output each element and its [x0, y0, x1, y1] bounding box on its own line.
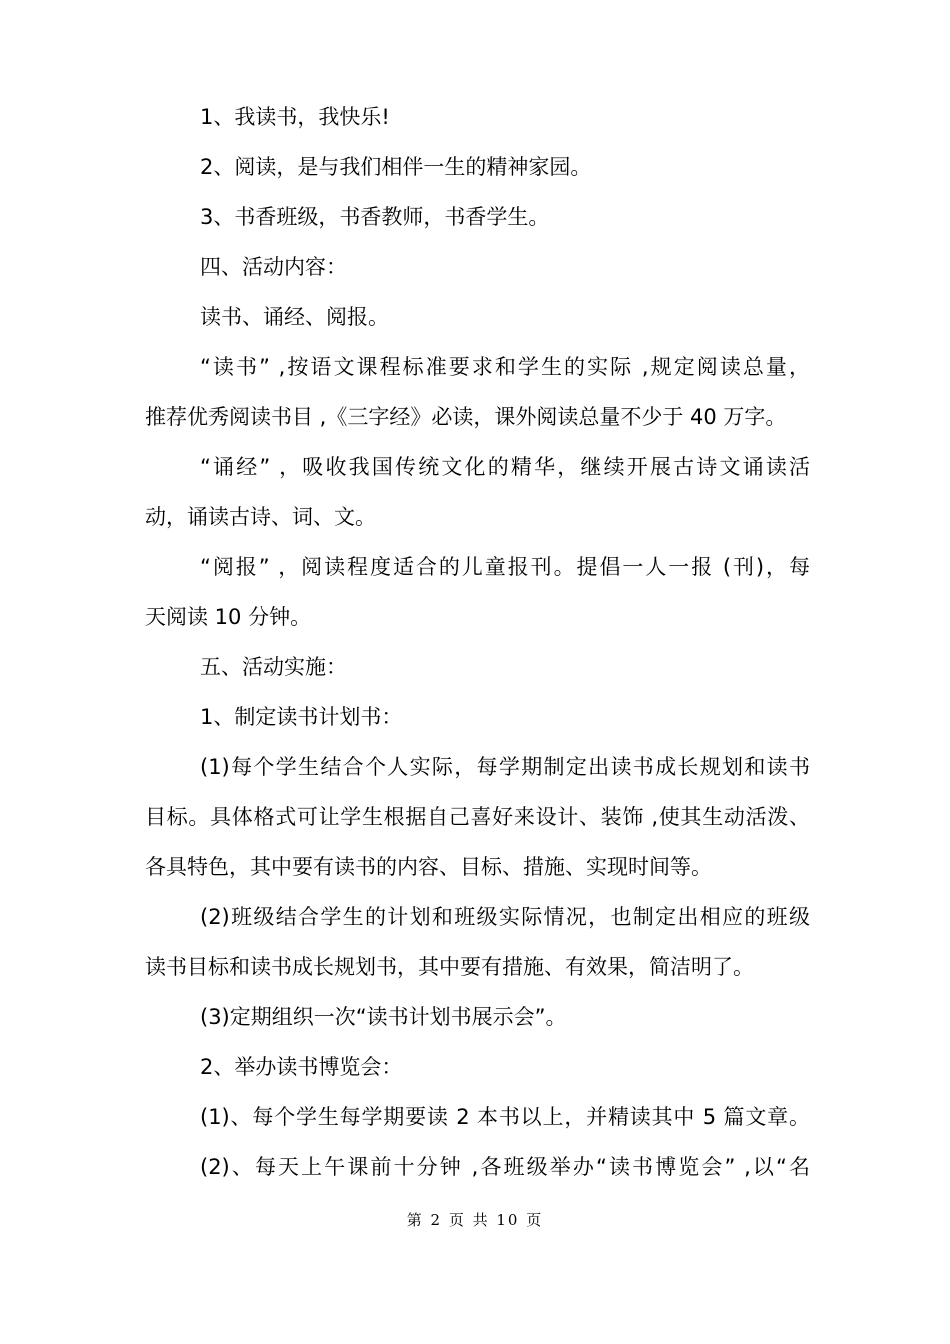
plan-item-2-line: 读书目标和读书成长规划书，其中要有措施、有效果，简洁明了。 — [145, 955, 754, 979]
page-number-footer: 第 2 页 共 10 页 — [406, 1211, 544, 1229]
newspaper-paragraph-line: “阅报” ，阅读程度适合的儿童报刊。提倡一人一报 (刊)，每 — [200, 555, 810, 579]
plan-item-1-line: 各具特色，其中要有读书的内容、目标、措施、实现时间等。 — [145, 855, 712, 879]
plan-item-2-line: (2)班级结合学生的计划和班级实际情况，也制定出相应的班级 — [200, 905, 810, 929]
subheading-reading-plan: 1、制定读书计划书： — [200, 705, 403, 729]
slogan-1: 1、我读书，我快乐! — [200, 105, 390, 129]
slogan-2: 2、阅读，是与我们相伴一生的精神家园。 — [200, 155, 592, 179]
section-heading-implementation: 五、活动实施： — [200, 655, 347, 679]
newspaper-paragraph-line: 天阅读 10 分钟。 — [145, 605, 312, 629]
reading-paragraph-line: “读书” ,按语文课程标准要求和学生的实际 ,规定阅读总量， — [200, 355, 810, 379]
recitation-paragraph-line: “诵经” ，吸收我国传统文化的精华，继续开展古诗文诵读活 — [200, 455, 810, 479]
subheading-book-fair: 2、举办读书博览会： — [200, 1055, 403, 1079]
plan-item-1-line: 目标。具体格式可让学生根据自己喜好来设计、装饰 ,使其生动活泼、 — [145, 805, 810, 829]
book-fair-item-2: (2)、每天上午课前十分钟 ,各班级举办“读书博览会” ,以“名 — [200, 1155, 810, 1179]
plan-item-3: (3)定期组织一次“读书计划书展示会”。 — [200, 1005, 567, 1029]
book-fair-item-1: (1)、每个学生每学期要读 2 本书以上，并精读其中 5 篇文章。 — [200, 1105, 810, 1129]
recitation-paragraph-line: 动，诵读古诗、词、文。 — [145, 505, 376, 529]
activity-content-summary: 读书、诵经、阅报。 — [200, 305, 389, 329]
slogan-3: 3、书香班级，书香教师，书香学生。 — [200, 205, 550, 229]
reading-paragraph-line: 推荐优秀阅读书目 ,《三字经》必读，课外阅读总量不少于 40 万字。 — [145, 405, 787, 429]
section-heading-activity-content: 四、活动内容： — [200, 255, 347, 279]
plan-item-1-line: (1)每个学生结合个人实际，每学期制定出读书成长规划和读书 — [200, 755, 810, 779]
